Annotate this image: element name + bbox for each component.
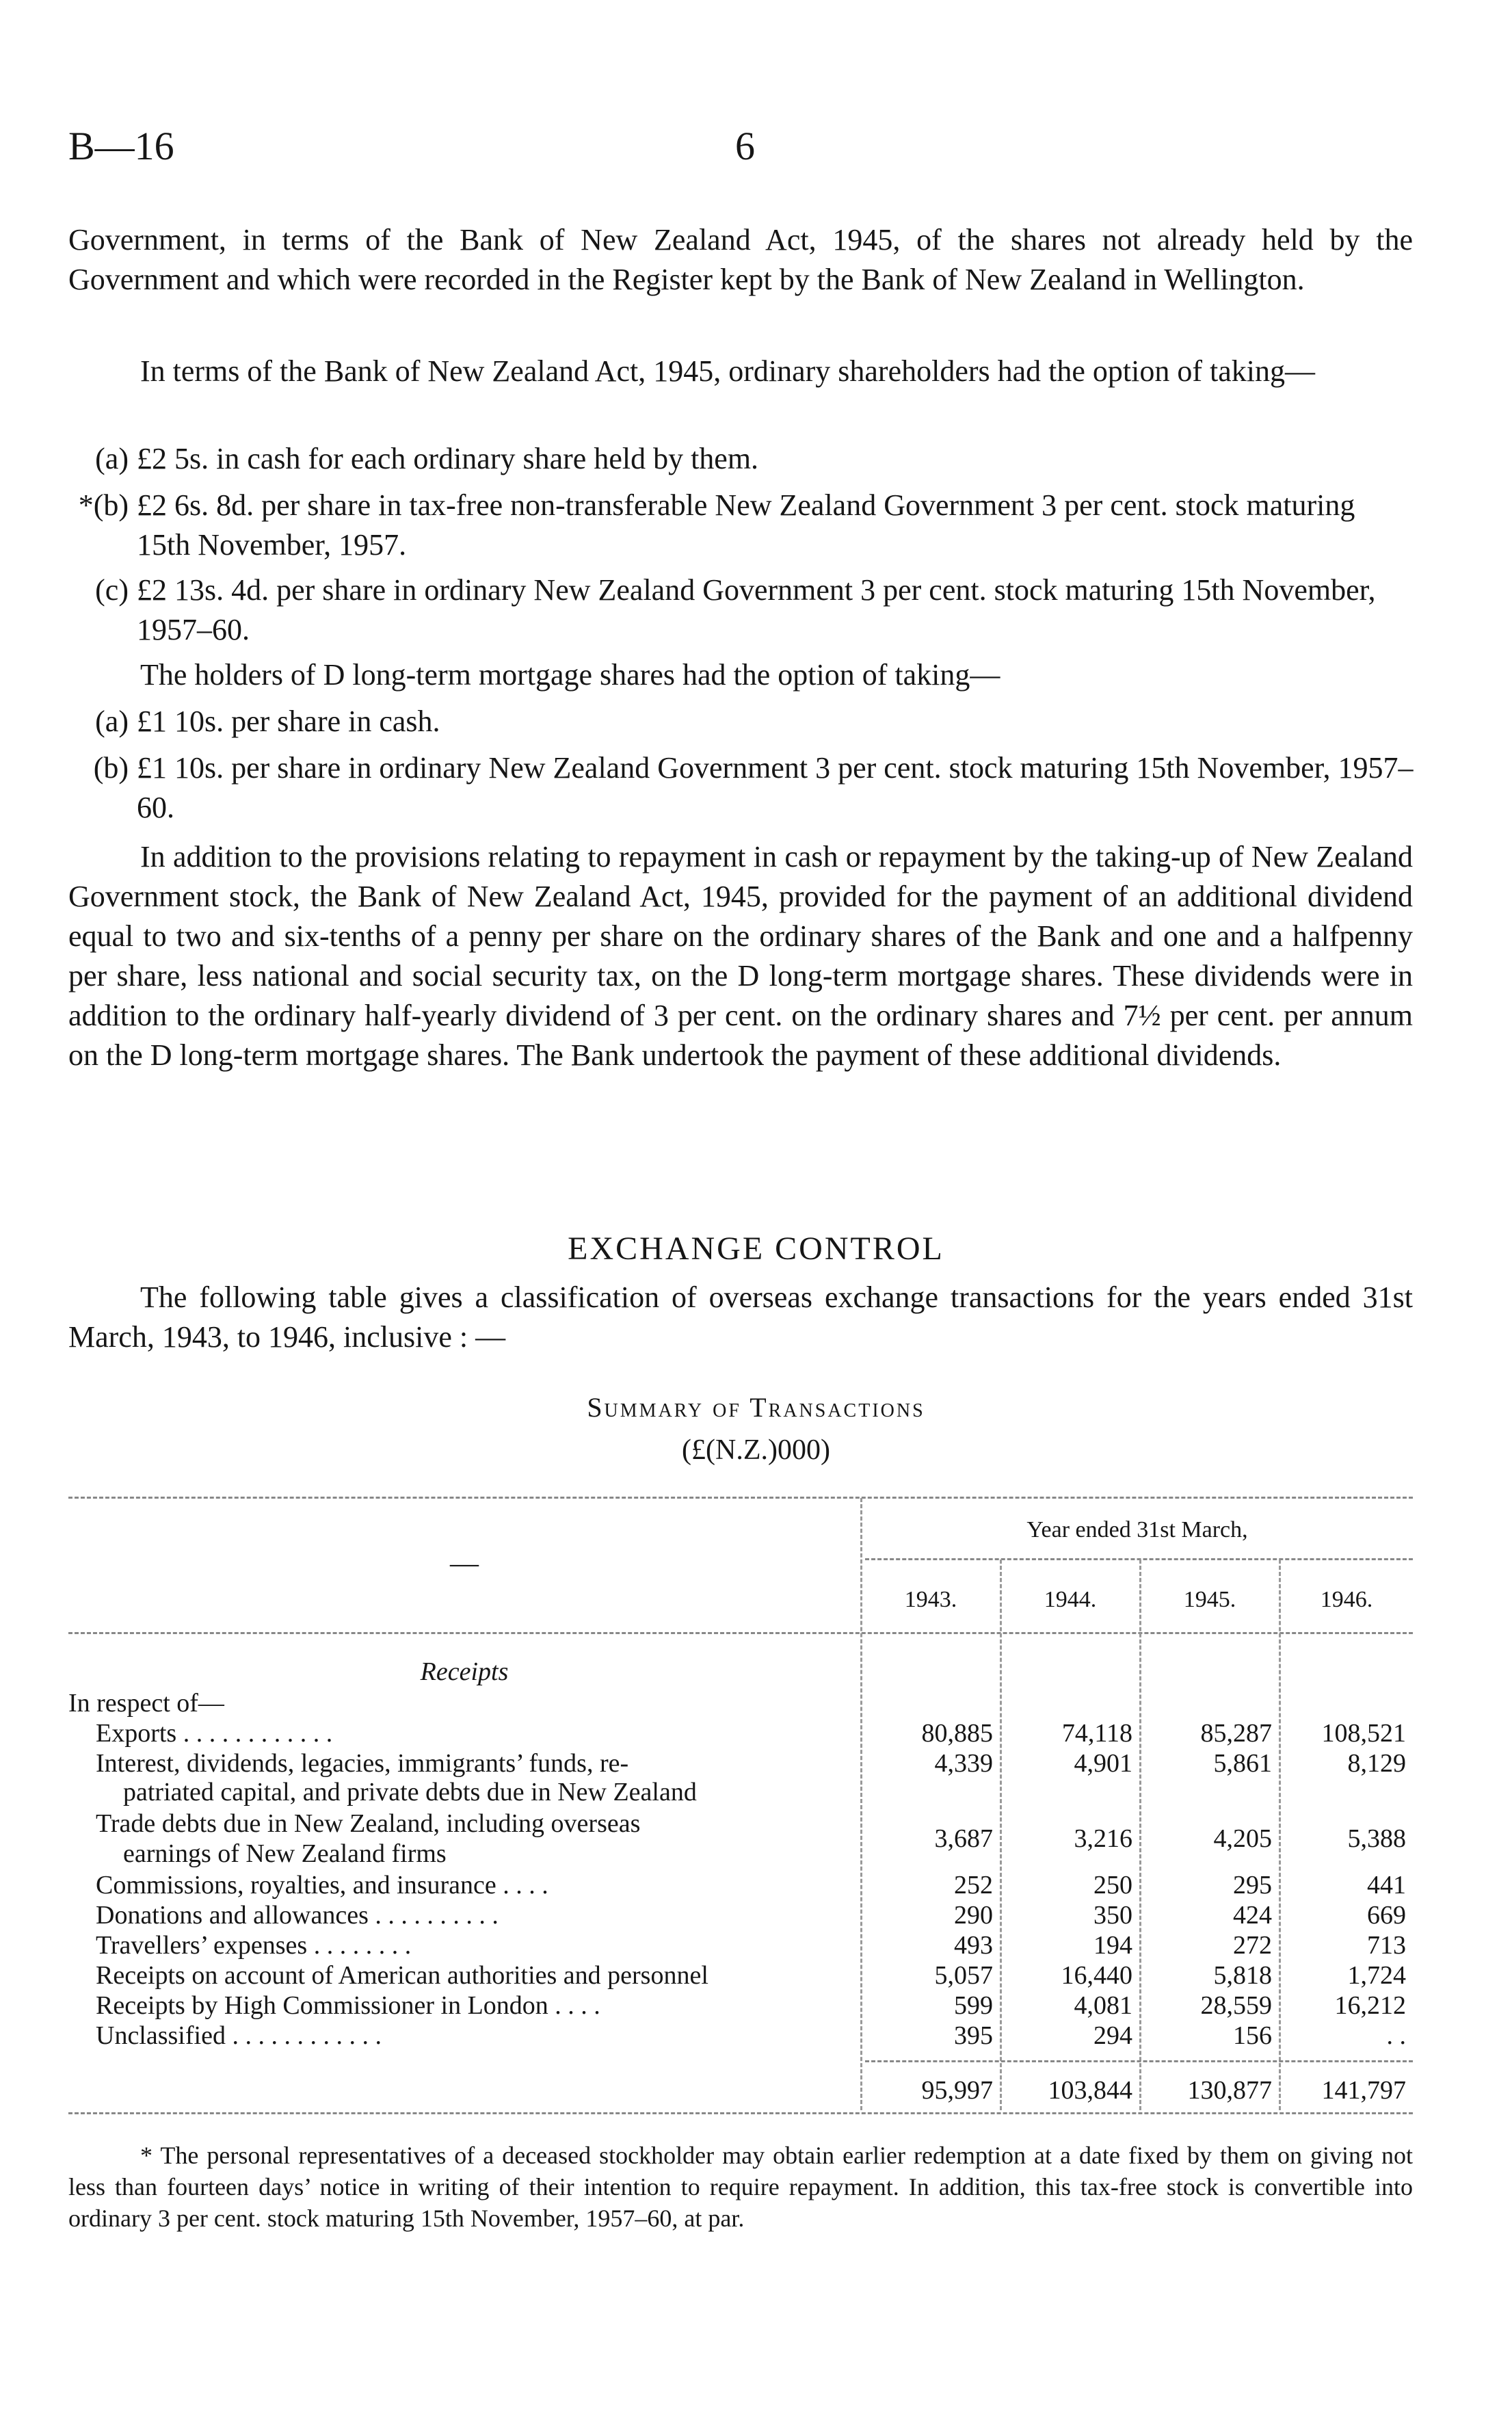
row-label: Travellers’ expenses . . . . . . . . — [96, 1931, 412, 1960]
option-text: £1 10s. per share in ordinary New Zealand Government 3 per cent. stock maturing 15th November, 1957–60. — [137, 751, 1414, 824]
row-label: Exports . . . . . . . . . . . . — [96, 1719, 333, 1748]
year-column-header: 1945. — [1183, 1587, 1236, 1612]
footnote: * The personal representatives of a deceased stockholder may obtain earlier redemption at a date fixed by them on giving not less than fourteen days’ notice in writing of their intention to require repayment. In addition, this tax-free stock is convertible into ordinary 3 per cent. stock maturing 15th November, 1957–60, at par. — [68, 2142, 1413, 2232]
total-value: 130,877 — [1187, 2076, 1272, 2105]
year-column-header: 1946. — [1320, 1587, 1373, 1612]
cell-value: 74,118 — [1061, 1719, 1132, 1748]
cell-value: 424 — [1233, 1901, 1272, 1930]
cell-value: 4,081 — [1074, 1991, 1132, 2020]
document-reference: B—16 — [68, 124, 174, 168]
column-divider — [1000, 1560, 1002, 2110]
total-value: 95,997 — [921, 2076, 993, 2105]
row-label: Unclassified . . . . . . . . . . . . — [96, 2021, 382, 2050]
paragraph-government-shares: Government, in terms of the Bank of New Zealand Act, 1945, of the shares not already held by the Government and which were recorded in the Register kept by the Bank of New Zealand in Wellington. — [68, 223, 1413, 296]
cell-value: 108,521 — [1321, 1719, 1406, 1748]
mortgage-option-item — [93, 748, 1416, 828]
cell-value: 3,216 — [1074, 1824, 1132, 1853]
ordinary-option-item — [95, 570, 1416, 650]
option-label: (a) — [95, 442, 129, 475]
row-label: Receipts by High Commissioner in London . . . . — [96, 1991, 600, 2020]
cell-value: 350 — [1093, 1901, 1132, 1930]
option-label: (c) — [95, 573, 129, 607]
total-value: 103,844 — [1048, 2076, 1132, 2105]
cell-value: 5,861 — [1213, 1749, 1272, 1778]
cell-value: 28,559 — [1200, 1991, 1272, 2020]
row-label: Donations and allowances . . . . . . . . . . — [96, 1901, 499, 1930]
totals-rule — [865, 2060, 1413, 2062]
cell-value: 5,818 — [1213, 1961, 1272, 1990]
table-unit: (£(N.Z.)000) — [682, 1434, 830, 1466]
row-label-continuation: earnings of New Zealand firms — [123, 1839, 447, 1868]
stub-header: — — [450, 1548, 479, 1579]
table-title: Summary of Transactions — [587, 1392, 925, 1423]
page-number: 6 — [735, 124, 755, 168]
year-group-header: Year ended 31st March, — [1026, 1517, 1248, 1542]
section-heading-exchange-control: EXCHANGE CONTROL — [568, 1231, 944, 1267]
cell-value: 599 — [954, 1991, 993, 2020]
row-label: Commissions, royalties, and insurance . . . . — [96, 1871, 548, 1900]
cell-value: 250 — [1093, 1871, 1132, 1900]
cell-value: . . — [1386, 2021, 1406, 2050]
cell-value: 290 — [954, 1901, 993, 1930]
cell-value: 156 — [1233, 2021, 1272, 2050]
cell-value: 493 — [954, 1931, 993, 1960]
row-label: Interest, dividends, legacies, immigrants’ funds, re- — [96, 1749, 629, 1778]
cell-value: 295 — [1233, 1871, 1272, 1900]
cell-value: 4,205 — [1213, 1824, 1272, 1853]
option-text: £2 6s. 8d. per share in tax-free non-transferable New Zealand Government 3 per cent. stock maturing 15th November, 1957. — [137, 488, 1355, 562]
table-bottom-rule — [68, 2112, 1413, 2114]
row-label: Receipts on account of American authorities and personnel — [96, 1961, 708, 1990]
table-header-rule — [68, 1632, 1413, 1634]
year-column-header: 1944. — [1044, 1587, 1097, 1612]
cell-value: 85,287 — [1200, 1719, 1272, 1748]
cell-value: 80,885 — [921, 1719, 993, 1748]
cell-value: 4,339 — [934, 1749, 993, 1778]
section-caption-receipts: Receipts — [420, 1657, 509, 1686]
cell-value: 3,687 — [934, 1824, 993, 1853]
cell-value: 194 — [1093, 1931, 1132, 1960]
cell-value: 395 — [954, 2021, 993, 2050]
paragraph-exchange-intro: The following table gives a classification of overseas exchange transactions for the years ended 31st March, 1943, to 1946, inclusive : — — [68, 1280, 1413, 1354]
paragraph-mortgage-options: The holders of D long-term mortgage shares had the option of taking— — [140, 658, 1000, 692]
cell-value: 713 — [1367, 1931, 1406, 1960]
option-label: (a) — [95, 705, 129, 738]
option-text: £1 10s. per share in cash. — [137, 705, 440, 738]
cell-value: 272 — [1233, 1931, 1272, 1960]
cell-value: 16,440 — [1061, 1961, 1132, 1990]
total-value: 141,797 — [1321, 2076, 1406, 2105]
option-text: £2 13s. 4d. per share in ordinary New Zealand Government 3 per cent. stock maturing 15th November, 1957–60. — [137, 573, 1376, 646]
mortgage-option-item — [95, 702, 1416, 741]
row-label: Trade debts due in New Zealand, including overseas — [96, 1809, 641, 1838]
column-divider — [1139, 1560, 1141, 2110]
cell-value: 16,212 — [1334, 1991, 1406, 2020]
cell-value: 294 — [1093, 2021, 1132, 2050]
cell-value: 5,057 — [934, 1961, 993, 1990]
table-top-rule — [68, 1497, 1413, 1499]
ordinary-option-item — [95, 439, 1416, 479]
cell-value: 4,901 — [1074, 1749, 1132, 1778]
paragraph-additional-dividends: In addition to the provisions relating to repayment in cash or repayment by the taking-up of New Zealand Government stock, the Bank of New Zealand Act, 1945, provided for the payment of an additional dividend equal to two and six-tenths of a penny per share on the ordinary shares of the Bank and one and a halfpenny per share, less national and social security tax, on the D long-term mortgage shares. These dividends were in addition to the ordinary half-yearly dividend of 3 per cent. on the ordinary shares and 7½ per cent. per annum on the D long-term mortgage shares. The Bank undertook the payment of these additional dividends. — [68, 840, 1413, 1072]
cell-value: 252 — [954, 1871, 993, 1900]
option-label: (b) — [93, 751, 129, 785]
table-lead-label: In respect of— — [68, 1689, 224, 1718]
cell-value: 5,388 — [1347, 1824, 1406, 1853]
option-text: £2 5s. in cash for each ordinary share held by them. — [137, 442, 759, 475]
cell-value: 441 — [1367, 1871, 1406, 1900]
paragraph-ordinary-options: In terms of the Bank of New Zealand Act, 1945, ordinary shareholders had the option of taking— — [140, 354, 1315, 388]
cell-value: 669 — [1367, 1901, 1406, 1930]
column-divider — [1279, 1560, 1281, 2110]
ordinary-option-item — [78, 486, 1416, 565]
row-label-continuation: patriated capital, and private debts due in New Zealand — [123, 1778, 697, 1806]
cell-value: 1,724 — [1347, 1961, 1406, 1990]
cell-value: 8,129 — [1347, 1749, 1406, 1778]
option-label: *(b) — [78, 488, 129, 522]
year-column-header: 1943. — [904, 1587, 957, 1612]
